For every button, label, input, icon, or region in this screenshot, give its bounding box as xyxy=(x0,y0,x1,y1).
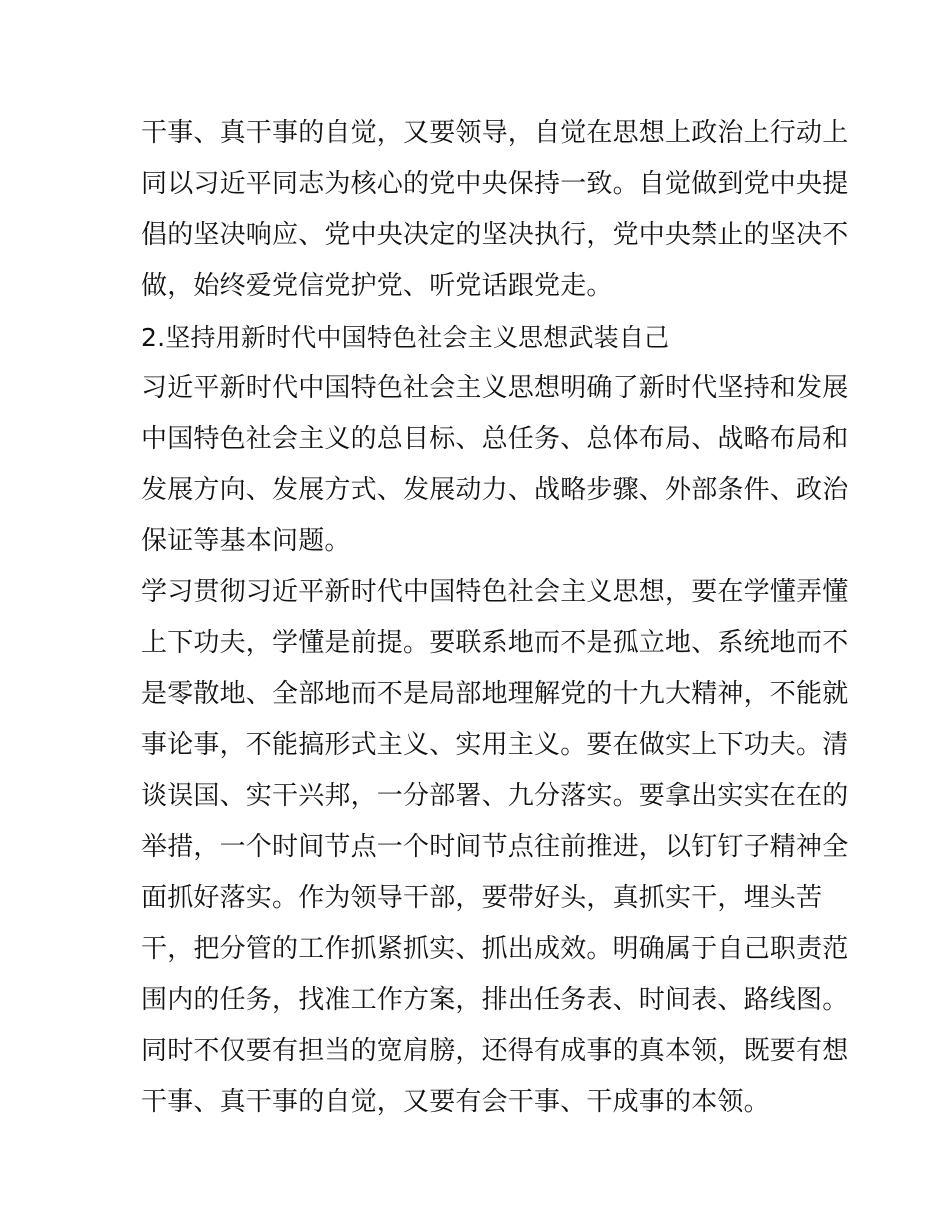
paragraph-party-loyalty xyxy=(141,108,849,312)
text-line: 谈误国、实干兴邦，一分部署、九分落实。要拿出实实在在的 xyxy=(141,781,849,811)
paragraph-study-implementation xyxy=(141,567,849,1128)
document-body xyxy=(141,108,849,1128)
text-line: 同以习近平同志为核心的党中央保持一致。自觉做到党中央提 xyxy=(141,169,849,199)
text-line: 举措，一个时间节点一个时间节点往前推进，以钉钉子精神全 xyxy=(141,832,849,862)
text-line: 干事、真干事的自觉，又要有会干事、干成事的本领。 xyxy=(141,1087,770,1117)
text-line: 上下功夫，学懂是前提。要联系地而不是孤立地、系统地而不 xyxy=(141,628,849,658)
paragraph-thought-overview xyxy=(141,363,849,567)
text-line: 做，始终爱党信党护党、听党话跟党走。 xyxy=(141,271,613,301)
text-line: 干，把分管的工作抓紧抓实、抓出成效。明确属于自己职责范 xyxy=(141,934,849,964)
text-line: 习近平新时代中国特色社会主义思想明确了新时代坚持和发展 xyxy=(141,373,849,403)
text-line: 保证等基本问题。 xyxy=(141,526,351,556)
text-line: 发展方向、发展方式、发展动力、战略步骤、外部条件、政治 xyxy=(141,475,849,505)
section-heading: 2.坚持用新时代中国特色社会主义思想武装自己 xyxy=(141,323,670,352)
text-line: 同时不仅要有担当的宽肩膀，还得有成事的真本领，既要有想 xyxy=(141,1036,849,1066)
text-line: 事论事，不能搞形式主义、实用主义。要在做实上下功夫。清 xyxy=(141,730,849,760)
text-line: 中国特色社会主义的总目标、总任务、总体布局、战略布局和 xyxy=(141,424,849,454)
text-line: 倡的坚决响应、党中央决定的坚决执行，党中央禁止的坚决不 xyxy=(141,220,849,250)
text-line: 是零散地、全部地而不是局部地理解党的十九大精神，不能就 xyxy=(141,679,849,709)
text-line: 围内的任务，找准工作方案，排出任务表、时间表、路线图。 xyxy=(141,985,849,1015)
text-line: 面抓好落实。作为领导干部，要带好头，真抓实干，埋头苦 xyxy=(141,883,823,913)
text-line: 干事、真干事的自觉，又要领导，自觉在思想上政治上行动上 xyxy=(141,118,849,148)
text-line: 学习贯彻习近平新时代中国特色社会主义思想，要在学懂弄懂 xyxy=(141,577,849,607)
